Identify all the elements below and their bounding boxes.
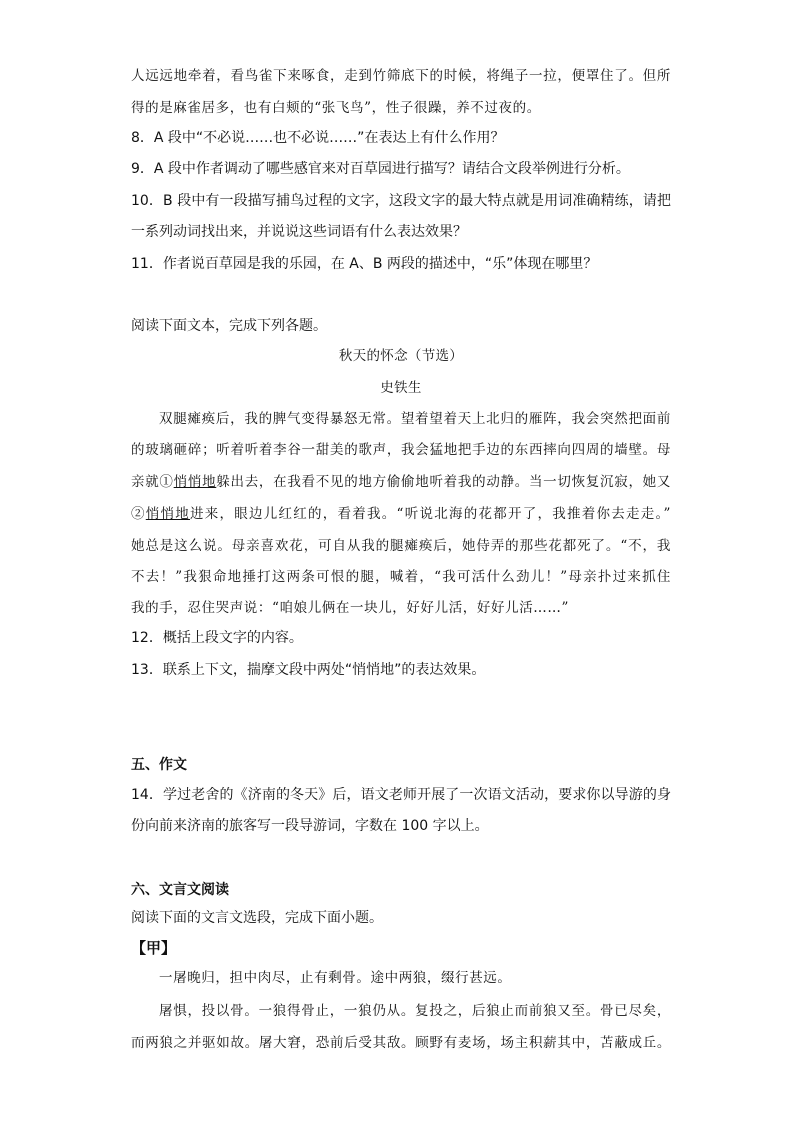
reading-instruction: 阅读下面文本，完成下列各题。 bbox=[131, 318, 327, 334]
question-13: 13．联系上下文，揣摩文段中两处“悄悄地”的表达效果。 bbox=[131, 662, 486, 678]
passage-line: ②悄悄地进来，眼边儿红红的，看着我。“听说北海的花都开了，我推着你去走走。” bbox=[131, 506, 672, 522]
passage-line: 得的是麻雀居多，也有白颊的“张飞鸟”，性子很躁，养不过夜的。 bbox=[131, 100, 541, 116]
passage-line: 双腿瘫痪后，我的脾气变得暴怒无常。望着望着天上北归的雁阵，我会突然把面前 bbox=[159, 411, 671, 427]
question-11: 11．作者说百草园是我的乐园，在 A、B 两段的描述中，“乐”体现在哪里？ bbox=[131, 256, 598, 272]
passage-label: 【甲】 bbox=[131, 939, 177, 957]
classical-line: 一屠晚归，担中肉尽，止有剩骨。途中两狼，缀行甚远。 bbox=[159, 970, 512, 986]
reading-instruction: 阅读下面的文言文选段，完成下面小题。 bbox=[131, 910, 383, 926]
classical-line: 屠惧，投以骨。一狼得骨止，一狼仍从。复投之，后狼止而前狼又至。骨已尽矣， bbox=[159, 1003, 671, 1019]
passage-title: 秋天的怀念（节选） bbox=[338, 348, 464, 364]
question-10-cont: 一系列动词找出来，并说说这些词语有什么表达效果？ bbox=[131, 224, 467, 240]
underlined-word: 悄悄地 bbox=[145, 506, 191, 522]
question-12: 12．概括上段文字的内容。 bbox=[131, 630, 303, 646]
question-10: 10．B 段中有一段描写捕鸟过程的文字，这段文字的最大特点就是用词准确精练，请把 bbox=[131, 193, 671, 209]
section-heading: 五、作文 bbox=[131, 757, 187, 773]
question-8: 8．A 段中“不必说……也不必说……”在表达上有什么作用？ bbox=[131, 130, 505, 146]
question-14-cont: 份向前来济南的旅客写一段导游词，字数在 100 字以上。 bbox=[131, 818, 489, 834]
underlined-word: 悄悄地 bbox=[173, 474, 217, 490]
passage-line: 人远远地牵着，看鸟雀下来啄食，走到竹筛底下的时候，将绳子一拉，便罩住了。但所 bbox=[131, 68, 671, 84]
classical-line: 而两狼之并驱如故。屠大窘，恐前后受其敌。顾野有麦场，场主积薪其中，苫蔽成丘。 bbox=[131, 1035, 671, 1051]
passage-author: 史铁生 bbox=[380, 380, 422, 396]
section-heading: 六、文言文阅读 bbox=[131, 882, 229, 898]
passage-line: 不去！”我狠命地捶打这两条可恨的腿，喊着，“我可活什么劲儿！”母亲扑过来抓住 bbox=[131, 569, 671, 585]
passage-line: 亲就①悄悄地躲出去，在我看不见的地方偷偷地听着我的动静。当一切恢复沉寂，她又 bbox=[131, 474, 671, 490]
passage-line: 我的手，忍住哭声说：“咱娘儿俩在一块儿，好好儿活，好好儿活……” bbox=[131, 600, 570, 616]
passage-line: 的玻璃砸碎；听着听着李谷一甜美的歌声，我会猛地把手边的东西摔向四周的墙壁。母 bbox=[131, 442, 671, 458]
question-9: 9．A 段中作者调动了哪些感官来对百草园进行描写？请结合文段举例进行分析。 bbox=[131, 161, 630, 177]
passage-line: 她总是这么说。母亲喜欢花，可自从我的腿瘫痪后，她侍弄的那些花都死了。“不，我 bbox=[131, 538, 671, 554]
question-14: 14．学过老舍的《济南的冬天》后，语文老师开展了一次语文活动，要求你以导游的身 bbox=[131, 787, 671, 803]
